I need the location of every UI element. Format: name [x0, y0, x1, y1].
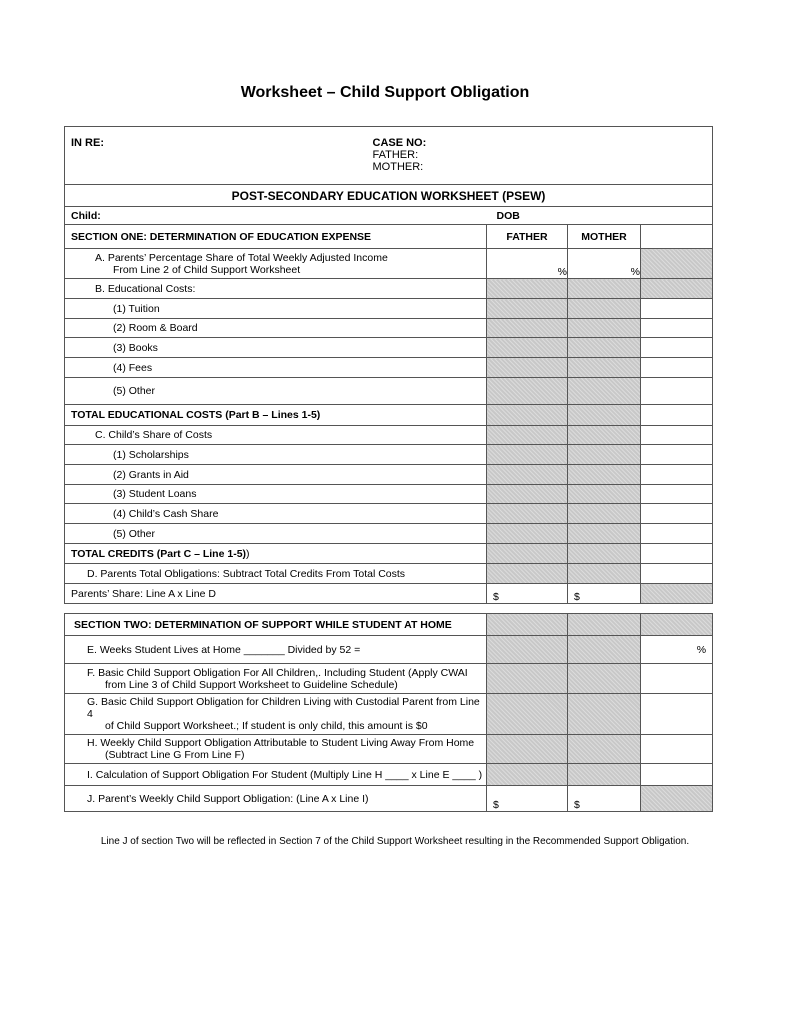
- case-no-label: CASE NO:: [372, 137, 427, 149]
- credit-student-loans: (3) Student Loans: [65, 485, 487, 504]
- line-f-text-2: from Line 3 of Child Support Worksheet to Guideline Schedule): [105, 678, 398, 691]
- line-g-text-2: of Child Support Worksheet.; If student is only child, this amount is $0: [105, 720, 428, 732]
- total-credits-label: TOTAL CREDITS (Part C – Line 1-5): [71, 547, 247, 560]
- shaded-cell: [568, 338, 641, 358]
- shaded-cell: [568, 426, 641, 445]
- parents-share: Parents’ Share: Line A x Line D: [65, 584, 487, 604]
- line-a-mother-pct[interactable]: %: [568, 249, 641, 279]
- mother-column-header: MOTHER: [568, 225, 641, 249]
- parents-share-father-dollar[interactable]: $: [487, 584, 568, 604]
- shaded-cell: [568, 764, 641, 786]
- cost-books: (3) Books: [65, 338, 487, 358]
- line-a-text-1: A. Parents’ Percentage Share of Total Weekly Adjusted Income: [95, 251, 388, 264]
- father-column-header: FATHER: [487, 225, 568, 249]
- credit-scholarships: (1) Scholarships: [65, 445, 487, 465]
- shaded-cell: [641, 249, 713, 279]
- section-gap: [65, 604, 713, 614]
- shaded-cell: [641, 614, 713, 636]
- shaded-cell: [487, 564, 568, 584]
- scholarships-amount-cell[interactable]: [641, 445, 713, 465]
- shaded-cell: [568, 564, 641, 584]
- case-info: [372, 127, 713, 185]
- shaded-cell: [487, 664, 568, 694]
- worksheet-title: POST-SECONDARY EDUCATION WORKSHEET (PSEW): [65, 185, 713, 207]
- line-a-father-pct[interactable]: %: [487, 249, 568, 279]
- shaded-cell: [568, 405, 641, 426]
- books-amount-cell[interactable]: [641, 338, 713, 358]
- section-one-heading: SECTION ONE: DETERMINATION OF EDUCATION EXPENSE: [65, 225, 487, 249]
- loans-amount-cell[interactable]: [641, 485, 713, 504]
- shaded-cell: [568, 504, 641, 524]
- other-cost-amount-cell[interactable]: [641, 378, 713, 405]
- shaded-cell: [487, 636, 568, 664]
- father-label: FATHER:: [372, 149, 419, 161]
- line-j: J. Parent’s Weekly Child Support Obligation: (Line A x Line I): [65, 786, 487, 812]
- line-h-text-2: (Subtract Line G From Line F): [105, 749, 245, 761]
- shaded-cell: [487, 764, 568, 786]
- total-educational-costs: TOTAL EDUCATIONAL COSTS (Part B – Lines 1-5): [65, 405, 487, 426]
- shaded-cell: [568, 358, 641, 378]
- line-d: D. Parents Total Obligations: Subtract Total Credits From Total Costs: [65, 564, 487, 584]
- total-costs-amount-cell[interactable]: [641, 405, 713, 426]
- shaded-cell: [568, 279, 641, 299]
- total-credits: [65, 544, 487, 564]
- shaded-cell: [487, 338, 568, 358]
- line-a: [65, 249, 487, 279]
- credit-cash-share: (4) Child’s Cash Share: [65, 504, 487, 524]
- line-g-amount-cell[interactable]: [641, 694, 713, 735]
- line-h-text-1: H. Weekly Child Support Obligation Attributable to Student Living Away From Home: [87, 737, 475, 749]
- shaded-cell: [568, 636, 641, 664]
- shaded-cell: [487, 524, 568, 544]
- footer-note: Line J of section Two will be reflected in Section 7 of the Child Support Worksheet resulting in the Recommended Support Obligation.: [100, 836, 690, 847]
- shaded-cell: [487, 426, 568, 445]
- line-g-text-1: G. Basic Child Support Obligation for Children Living with Custodial Parent from Line 4: [87, 696, 480, 720]
- shaded-cell: [568, 614, 641, 636]
- room-board-amount-cell[interactable]: [641, 319, 713, 338]
- child-label: Child:: [65, 207, 487, 225]
- fees-amount-cell[interactable]: [641, 358, 713, 378]
- line-g: [65, 694, 487, 735]
- shaded-cell: [487, 544, 568, 564]
- shaded-cell: [641, 584, 713, 604]
- shaded-cell: [487, 445, 568, 465]
- line-e: E. Weeks Student Lives at Home _______ Divided by 52 =: [65, 636, 487, 664]
- parents-obligation-cell[interactable]: [641, 564, 713, 584]
- cash-share-amount-cell[interactable]: [641, 504, 713, 524]
- grants-amount-cell[interactable]: [641, 465, 713, 485]
- in-re-label: IN RE:: [65, 127, 487, 185]
- line-j-father-dollar[interactable]: $: [487, 786, 568, 812]
- shaded-cell: [568, 485, 641, 504]
- line-e-pct[interactable]: %: [641, 636, 713, 664]
- shaded-cell: [568, 694, 641, 735]
- cost-tuition: (1) Tuition: [65, 299, 487, 319]
- page-title: Worksheet – Child Support Obligation: [240, 84, 530, 101]
- shaded-cell: [487, 358, 568, 378]
- shaded-cell: [487, 378, 568, 405]
- shaded-cell: [568, 524, 641, 544]
- dob-label: DOB: [487, 207, 713, 225]
- shaded-cell: [641, 786, 713, 812]
- line-b: B. Educational Costs:: [65, 279, 487, 299]
- shaded-cell: [568, 445, 641, 465]
- childs-share-cell[interactable]: [641, 426, 713, 445]
- shaded-cell: [487, 279, 568, 299]
- credit-grants: (2) Grants in Aid: [65, 465, 487, 485]
- shaded-cell: [487, 485, 568, 504]
- shaded-cell: [487, 504, 568, 524]
- cost-other: (5) Other: [65, 378, 487, 405]
- shaded-cell: [487, 319, 568, 338]
- total-credits-tail: ): [246, 547, 250, 560]
- parents-share-mother-dollar[interactable]: $: [568, 584, 641, 604]
- line-h: [65, 735, 487, 764]
- mother-label: MOTHER:: [372, 161, 424, 173]
- shaded-cell: [568, 664, 641, 694]
- shaded-cell: [487, 465, 568, 485]
- shaded-cell: [568, 465, 641, 485]
- line-h-amount-cell[interactable]: [641, 735, 713, 764]
- blank-header-cell: [641, 225, 713, 249]
- cost-fees: (4) Fees: [65, 358, 487, 378]
- line-f: [65, 664, 487, 694]
- shaded-cell: [487, 299, 568, 319]
- line-f-text-1: F. Basic Child Support Obligation For All Children,. Including Student (Apply CWAI: [87, 666, 468, 679]
- line-j-mother-dollar[interactable]: $: [568, 786, 641, 812]
- shaded-cell: [568, 544, 641, 564]
- shaded-cell: [568, 735, 641, 764]
- line-c: C. Child’s Share of Costs: [65, 426, 487, 445]
- cost-room-board: (2) Room & Board: [65, 319, 487, 338]
- shaded-cell: [568, 299, 641, 319]
- shaded-cell: [487, 735, 568, 764]
- shaded-cell: [641, 279, 713, 299]
- shaded-cell: [568, 319, 641, 338]
- worksheet-table: [64, 126, 713, 812]
- shaded-cell: [487, 694, 568, 735]
- shaded-cell: [487, 405, 568, 426]
- other-credit-amount-cell[interactable]: [641, 524, 713, 544]
- line-i-amount-cell[interactable]: [641, 764, 713, 786]
- line-a-text-2: From Line 2 of Child Support Worksheet: [113, 263, 301, 276]
- credit-other: (5) Other: [65, 524, 487, 544]
- total-credits-amount-cell[interactable]: [641, 544, 713, 564]
- section-two-heading: SECTION TWO: DETERMINATION OF SUPPORT WHILE STUDENT AT HOME: [65, 614, 487, 636]
- tuition-amount-cell[interactable]: [641, 299, 713, 319]
- line-f-amount-cell[interactable]: [641, 664, 713, 694]
- line-i: I. Calculation of Support Obligation For Student (Multiply Line H ____ x Line E ____ ): [65, 764, 487, 786]
- shaded-cell: [487, 614, 568, 636]
- shaded-cell: [568, 378, 641, 405]
